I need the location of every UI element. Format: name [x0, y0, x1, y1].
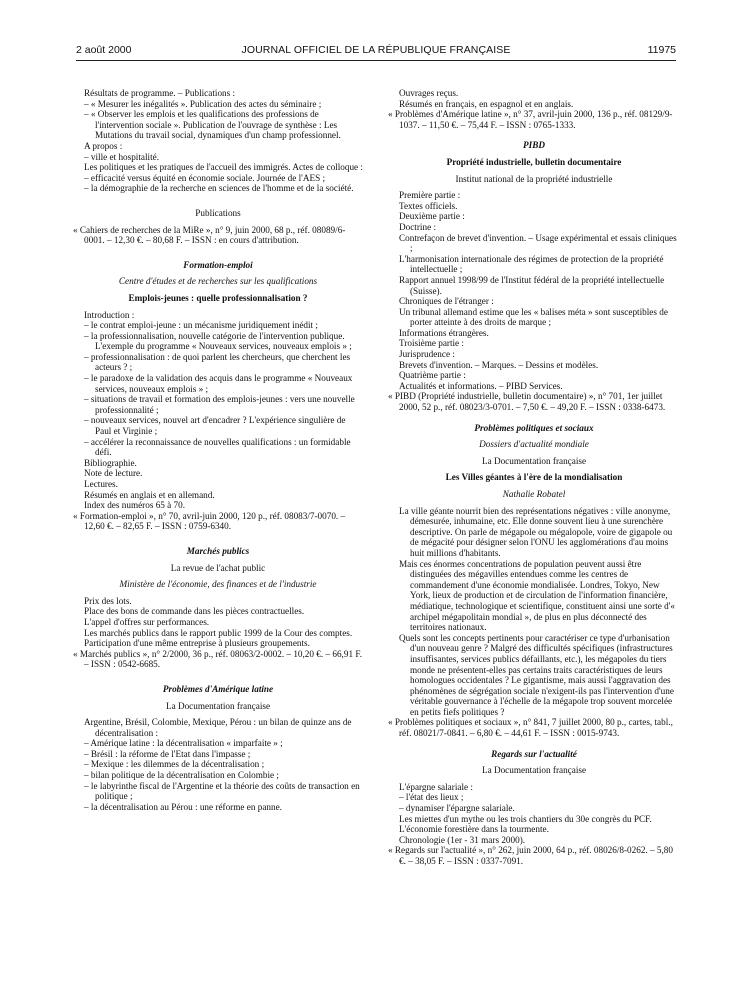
issue-heading: Propriété industrielle, bulletin documentaire [446, 156, 622, 167]
text-line: Les miettes d'un mythe ou les trois chantiers du 30e congrès du PCF. [399, 813, 652, 824]
list-item: – « Mesurer les inégalités ». Publication des actes du séminaire ; [84, 98, 322, 109]
list-item: – l'état des lieux ; [399, 792, 464, 803]
header-date: 2 août 2000 [76, 44, 132, 56]
reference-entry: « Regards sur l'actualité », n° 262, juin 2000, 64 p., réf. 08026/8-0262. – 5,80 €. – 38,05 F. – ISSN : 0337-7091. [388, 845, 673, 866]
left-column [73, 88, 363, 812]
list-item: – dynamiser l'épargne salariale. [399, 803, 515, 814]
section-label: Publications [195, 207, 241, 218]
section-title: Problèmes d'Amérique latine [162, 683, 274, 694]
text-line: Les politiques et les pratiques de l'accueil des immigrés. Actes de colloque : [84, 162, 363, 173]
publisher-name: La Documentation française [481, 765, 587, 776]
text-line: Place des bons de commande dans les pièces contractuelles. [84, 606, 305, 617]
text-line: Résumés en français, en espagnol et en anglais. [399, 98, 574, 109]
text-line: Informations étrangères. [399, 327, 489, 338]
text-line: A propos : [84, 140, 123, 151]
section-subtitle: Dossiers d'actualité mondiale [479, 439, 589, 450]
paragraph: La ville géante nourrit bien des représentations négatives : ville anonyme, démesurée, inhumaine, etc. Elle donne souvent lieu à une surenchère descriptive. On parle de mégapole ou mégalopole, voire de gigapole ou de mégacité pour désigner selon l'ONU les agglomérations d'au moins huit millions d'habitants. [399, 505, 673, 558]
text-line: Prix des lots. [84, 595, 132, 606]
text-line: Troisième partie : [399, 338, 464, 349]
reference-entry: « Formation-emploi », n° 70, avril-juin 2000, 120 p., réf. 08083/7-0070. – 12,60 €. – 82,65 F. – ISSN : 0759-6340. [73, 510, 346, 532]
list-item: – Brésil : la réforme de l'Etat dans l'impasse ; [84, 748, 251, 759]
text-line: Textes officiels. [399, 200, 458, 211]
text-line: L'harmonisation internationale des régimes de protection de la propriété intellectuelle ; [399, 253, 664, 275]
text-line: Lectures. [84, 479, 118, 489]
text-line: Rapport annuel 1998/99 de l'Institut fédéral de la propriété intellectuelle (Suisse). [399, 274, 665, 296]
text-line: Deuxième partie : [399, 211, 465, 222]
reference-entry: « Problèmes d'Amérique latine », n° 37, avril-juin 2000, 136 p., réf. 08129/9-1037. – 11,50 €. – 75,44 F. – ISSN : 0765-1333. [388, 109, 673, 130]
paragraph: Quels sont les concepts pertinents pour caractériser ce type d'urbanisation d'un nouveau genre ? Malgré des difficultés spécifiques (infrastructures insuffisantes, services publics défaillants, etc.), les mégapoles du tiers monde ne présentent-elles pas certains traits caractéristiques de leurs homologues occidentales ? Le gigantisme, mais aussi l'aggravation des phénomènes de ségrégation sociale n'exigent-ils pas l'intervention d'une véritable gouvernance à l'échelle de la mégapole trop souvent morcelée en petits fiefs politiques ? [399, 632, 674, 717]
section-subtitle: La Documentation française [165, 700, 271, 711]
text-line: Quatrième partie : [399, 370, 466, 381]
text-line: Jurisprudence : [399, 349, 455, 360]
header-page-number: 11975 [647, 44, 676, 56]
list-item: – Mexique : les dilemmes de la décentralisation ; [84, 759, 265, 770]
text-line: Bibliographie. [84, 457, 137, 468]
text-line: Brevets d'invention. – Marques. – Dessins et modèles. [399, 359, 599, 370]
text-line: Chroniques de l'étranger : [399, 296, 494, 307]
issue-heading: Les Villes géantes à l'ère de la mondialisation [445, 472, 623, 483]
text-line: L'épargne salariale : [399, 781, 473, 792]
header-rule [76, 60, 676, 61]
institute-name: Institut national de la propriété industrielle [455, 173, 613, 184]
text-line: Résumés en anglais et en allemand. [84, 489, 215, 500]
text-line: Doctrine : [399, 221, 436, 232]
reference-entry: « PIBD (Propriété industrielle, bulletin documentaire) », n° 701, 1er juillet 2000, 52 p., réf. 08023/3-0701. – 7,50 €. – 49,20 F. – ISSN : 0338-6473. [388, 391, 666, 413]
section-title: Marchés publics [186, 545, 250, 556]
section-subtitle: Centre d'études et de recherches sur les qualifications [118, 276, 318, 287]
section-title: PIBD [523, 140, 545, 151]
header-journal-title: JOURNAL OFFICIEL DE LA RÉPUBLIQUE FRANÇAISE [241, 44, 511, 56]
text-line: Chronologie (1er - 31 mars 2000). [399, 834, 526, 845]
text-line: Index des numéros 65 à 70. [84, 500, 186, 511]
list-item: – efficacité versus équité en économie sociale. Journée de l'AES ; [84, 172, 326, 183]
text-line: Ouvrages reçus. [399, 88, 459, 98]
text-line: Les marchés publics dans le rapport public 1999 de la Cour des comptes. [84, 627, 353, 638]
text-line: Résultats de programme. – Publications : [84, 88, 236, 98]
reference-entry: « Cahiers de recherches de la MiRe », n° 9, juin 2000, 68 p., réf. 08089/6-0001. – 12,30 €. – 80,68 F. – ISSN : en cours d'attribution. [73, 224, 346, 246]
list-item: – accélérer la reconnaissance de nouvelles qualifications : un formidable défi. [84, 436, 351, 458]
list-item: – le paradoxe de la validation des acquis dans le programme « Nouveaux services, nouveaux emplois » ; [84, 373, 353, 394]
list-item: – la décentralisation au Pérou : une réforme en panne. [84, 801, 282, 812]
text-line: Actualités et informations. – PIBD Services. [399, 380, 563, 391]
list-item: – bilan politique de la décentralisation en Colombie ; [84, 770, 279, 781]
section-title: Formation-emploi [183, 259, 253, 270]
right-column [388, 88, 680, 867]
list-item: – professionnalisation : de quoi parlent les chercheurs, que cherchent les acteurs ? ; [84, 351, 351, 373]
list-item: – Amérique latine : la décentralisation « imparfaite » ; [84, 738, 283, 749]
list-item: – nouveaux services, nouvel art d'encadrer ? L'expérience singulière de Paul et Virginie ; [84, 415, 346, 437]
list-item: – la professionnalisation, nouvelle catégorie de l'intervention publique. L'exemple du programme « Nouveaux services, nouveaux emplois » ; [84, 330, 352, 352]
reference-entry: « Problèmes politiques et sociaux », n° 841, 7 juillet 2000, 80 p., cartes, tabl., réf. 08021/7-0841. – 6,80 €. – 44,61 F. – ISSN : 0015-9743. [388, 717, 673, 739]
text-line: Première partie : [399, 190, 461, 201]
reference-entry: « Marchés publics », n° 2/2000, 36 p., réf. 08063/2-0002. – 10,20 €. – 66,91 F. – ISSN : 0542-6685. [73, 648, 363, 670]
paragraph: Mais ces énormes concentrations de population peuvent aussi être distinguées des mégavilles entendues comme les centres de commandement d'une économie mondialisée. Londres, Tokyo, New York, lieux de production et de circulation de l'information financière, médiatique, technologique et scientifique, constituent ainsi une sorte d'« archipel mégapolitain mondial », de plus en plus déconnecté des territoires nationaux. [399, 558, 675, 633]
section-title: Problèmes politiques et sociaux [474, 422, 594, 433]
text-line: L'appel d'offres sur performances. [84, 616, 210, 627]
list-item: – situations de travail et formation des emplois-jeunes : vers une nouvelle professionnalité ; [84, 394, 355, 415]
list-item: – ville et hospitalité. [84, 151, 160, 162]
text-line: Contrefaçon de brevet d'invention. – Usage expérimental et essais cliniques ; [399, 232, 677, 254]
publisher-name: La Documentation française [481, 455, 587, 466]
list-item: – la démographie de la recherche en sciences de l'homme et de la société. [84, 183, 354, 194]
page-header [76, 44, 676, 60]
text-line: Argentine, Brésil, Colombie, Mexique, Pérou : un bilan de quinze ans de décentralisation : [84, 717, 352, 738]
section-subtitle: La revue de l'achat public [170, 562, 266, 573]
text-line: Un tribunal allemand estime que les « balises méta » sont susceptibles de porter atteinte à des droits de marque ; [399, 306, 668, 328]
author-name: Nathalie Robatel [502, 489, 566, 499]
text-line: Introduction : [84, 309, 135, 320]
text-line: L'économie forestière dans la tourmente. [399, 824, 549, 835]
issue-heading: Emplois-jeunes : quelle professionnalisation ? [128, 292, 308, 303]
text-line: Participation d'une même entreprise à plusieurs groupements. [84, 638, 310, 649]
list-item: – le contrat emploi-jeune : un mécanisme juridiquement inédit ; [84, 320, 318, 331]
ministry-name: Ministère de l'économie, des finances et de l'industrie [119, 579, 317, 590]
text-line: Note de lecture. [84, 468, 143, 479]
section-title: Regards sur l'actualité [491, 748, 577, 759]
list-item: – « Observer les emplois et les qualifications des professions de l'intervention sociale ». Publication de l'ouvrage de synthèse : Les Mutations du travail social, dynamiques d'un champ professionnel. [84, 109, 341, 141]
list-item: – le labyrinthe fiscal de l'Argentine et la théorie des coûts de transaction en politique ; [84, 780, 360, 802]
